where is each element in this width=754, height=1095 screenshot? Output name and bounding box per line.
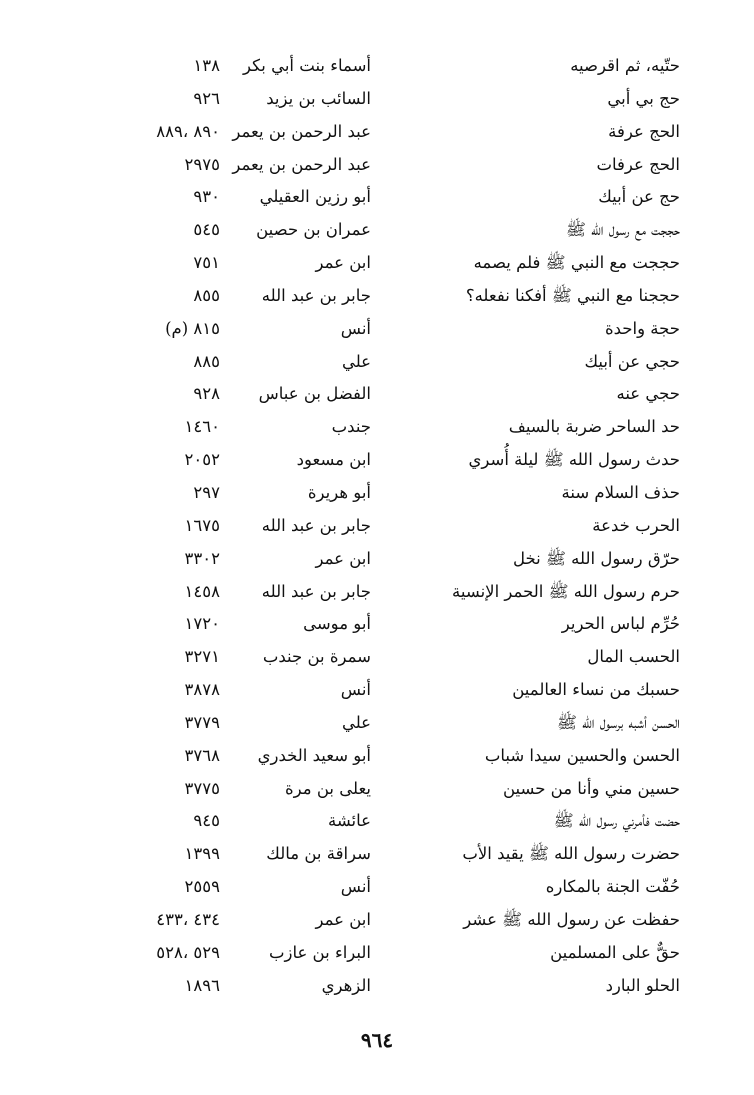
hadith-phrase: حدث رسول الله ﷺ ليلة أُسري	[468, 450, 680, 470]
hadith-phrase: الحج عرفات	[596, 154, 680, 174]
narrator-name: ابن مسعود	[296, 450, 371, 470]
index-row	[0, 871, 754, 904]
hadith-number: ١٤٦٠	[184, 417, 220, 437]
hadith-phrase: حُرِّم لباس الحرير	[561, 614, 680, 634]
index-row	[0, 346, 754, 379]
narrator-name: أبو موسى	[303, 614, 371, 634]
index-row	[0, 805, 754, 838]
index-row	[0, 50, 754, 83]
index-row	[0, 181, 754, 214]
hadith-number: ٣٧٦٨	[184, 745, 220, 765]
index-row	[0, 477, 754, 510]
hadith-phrase: حرّق رسول الله ﷺ نخل	[513, 548, 680, 568]
hadith-number: ٩٢٦	[193, 88, 220, 108]
hadith-phrase: حفظت عن رسول الله ﷺ عشر	[463, 909, 680, 929]
index-row	[0, 937, 754, 970]
hadith-phrase: حد الساحر ضربة بالسيف	[508, 417, 680, 437]
narrator-name: علي	[341, 351, 371, 371]
index-row	[0, 773, 754, 806]
index-row	[0, 608, 754, 641]
hadith-number: ٩٢٨	[193, 384, 220, 404]
hadith-phrase: حسبك من نساء العالمين	[512, 680, 680, 700]
narrator-name: جابر بن عبد الله	[261, 515, 371, 535]
narrator-name: عبد الرحمن بن يعمر	[232, 121, 371, 141]
hadith-number: ٣٨٧٨	[184, 680, 220, 700]
narrator-name: أنس	[340, 318, 371, 338]
hadith-phrase: الحسب المال	[587, 647, 680, 667]
index-row	[0, 576, 754, 609]
narrator-name: أبو هريرة	[307, 482, 371, 502]
hadith-number: ٢٥٥٩	[184, 877, 220, 897]
index-row	[0, 247, 754, 280]
narrator-name: أسماء بنت أبي بكر	[243, 56, 371, 75]
narrator-name: جندب	[331, 417, 371, 437]
narrator-name: أبو سعيد الخدري	[257, 745, 371, 765]
hadith-number: ١٦٧٥	[184, 515, 220, 535]
hadith-phrase: الحرب خدعة	[592, 515, 680, 535]
hadith-number: ٥٢٩ ،٥٢٨	[156, 942, 220, 962]
narrator-name: يعلى بن مرة	[285, 778, 371, 798]
hadith-phrase: حتّيه، ثم اقرصيه	[570, 56, 680, 75]
hadith-phrase: الحلو البارد	[605, 975, 680, 995]
index-row	[0, 280, 754, 313]
hadith-number: ٣٣٠٢	[184, 548, 220, 568]
hadith-number: ٨٥٥	[193, 285, 220, 305]
narrator-name: علي	[341, 712, 371, 732]
index-row	[0, 378, 754, 411]
index-row	[0, 904, 754, 937]
hadith-phrase: حُفّت الجنة بالمكاره	[545, 877, 680, 897]
hadith-phrase: حججنا مع النبي ﷺ أفكنا نفعله؟	[465, 285, 680, 305]
hadith-number: ٣٧٧٩	[184, 712, 220, 732]
hadith-phrase: حذف السلام سنة	[561, 482, 680, 502]
index-row	[0, 707, 754, 740]
hadith-phrase: حضرت رسول الله ﷺ يقيد الأب	[462, 844, 680, 864]
hadith-number: ٣٢٧١	[184, 647, 220, 667]
index-row	[0, 674, 754, 707]
hadith-number: ١٣٩٩	[184, 844, 220, 864]
hadith-phrase: حج بي أبي	[607, 88, 680, 108]
hadith-phrase: حجة واحدة	[605, 318, 680, 338]
index-row	[0, 116, 754, 149]
hadith-phrase: الحسن والحسين سيدا شباب	[484, 745, 680, 765]
narrator-name: عائشة	[327, 811, 371, 831]
hadith-number: ٧٥١	[193, 253, 220, 273]
narrator-name: الزهري	[321, 975, 371, 995]
narrator-name: عمران بن حصين	[256, 220, 371, 240]
hadith-number: ٨١٥ (م)	[165, 318, 220, 338]
narrator-name: سراقة بن مالك	[266, 844, 371, 864]
hadith-phrase: الحسن أشبه برسول الله ﷺ	[556, 712, 680, 732]
hadith-phrase: الحج عرفة	[608, 121, 680, 141]
hadith-number: ١٤٥٨	[184, 581, 220, 601]
hadith-number: ٣٧٧٥	[184, 778, 220, 798]
narrator-name: عبد الرحمن بن يعمر	[232, 154, 371, 174]
narrator-name: أنس	[340, 877, 371, 897]
hadith-number: ١٧٢٠	[184, 614, 220, 634]
index-row	[0, 411, 754, 444]
narrator-name: الفضل بن عباس	[258, 384, 371, 404]
hadith-number: ٩٤٥	[193, 811, 220, 831]
hadith-number: ٤٣٤ ،٤٣٣	[156, 909, 220, 929]
hadith-number: ٢٠٥٢	[184, 450, 220, 470]
narrator-name: السائب بن يزيد	[266, 88, 371, 108]
narrator-name: جابر بن عبد الله	[261, 581, 371, 601]
narrator-name: جابر بن عبد الله	[261, 285, 371, 305]
hadith-phrase: حججت مع النبي ﷺ فلم يصمه	[473, 253, 680, 273]
hadith-index-table	[0, 50, 754, 1002]
hadith-number: ١٨٩٦	[184, 975, 220, 995]
narrator-name: ابن عمر	[315, 253, 371, 273]
narrator-name: ابن عمر	[315, 548, 371, 568]
narrator-name: ابن عمر	[315, 909, 371, 929]
hadith-phrase: حسين مني وأنا من حسين	[502, 778, 680, 798]
narrator-name: البراء بن عازب	[268, 942, 371, 962]
index-row	[0, 83, 754, 116]
narrator-name: سمرة بن جندب	[262, 647, 371, 667]
hadith-phrase: حج عن أبيك	[598, 187, 680, 207]
index-row	[0, 444, 754, 477]
hadith-number: ٢٩٧٥	[184, 154, 220, 174]
hadith-number: ٢٩٧	[193, 482, 220, 502]
hadith-phrase: حجي عنه	[616, 384, 680, 404]
hadith-phrase: حجي عن أبيك	[584, 351, 680, 371]
narrator-name: أبو رزين العقيلي	[259, 187, 371, 207]
index-row	[0, 149, 754, 182]
index-row	[0, 740, 754, 773]
narrator-name: أنس	[340, 680, 371, 700]
hadith-number: ٨٨٥	[193, 351, 220, 371]
index-row	[0, 214, 754, 247]
index-row	[0, 641, 754, 674]
page-number: ٩٦٤	[360, 1028, 394, 1052]
index-row	[0, 543, 754, 576]
hadith-number: ٨٩٠ ،٨٨٩	[156, 121, 220, 141]
hadith-phrase: حضت فأمرني رسول الله ﷺ	[553, 811, 680, 831]
hadith-phrase: حججت مع رسول الله ﷺ	[565, 220, 680, 240]
index-row	[0, 970, 754, 1003]
index-row	[0, 510, 754, 543]
hadith-number: ٥٤٥	[193, 220, 220, 240]
hadith-number: ٩٣٠	[193, 187, 220, 207]
index-row	[0, 313, 754, 346]
hadith-phrase: حرم رسول الله ﷺ الحمر الإنسية	[452, 581, 680, 601]
hadith-phrase: حقٌّ على المسلمين	[550, 942, 680, 962]
index-row	[0, 838, 754, 871]
hadith-number: ١٣٨	[193, 56, 220, 75]
